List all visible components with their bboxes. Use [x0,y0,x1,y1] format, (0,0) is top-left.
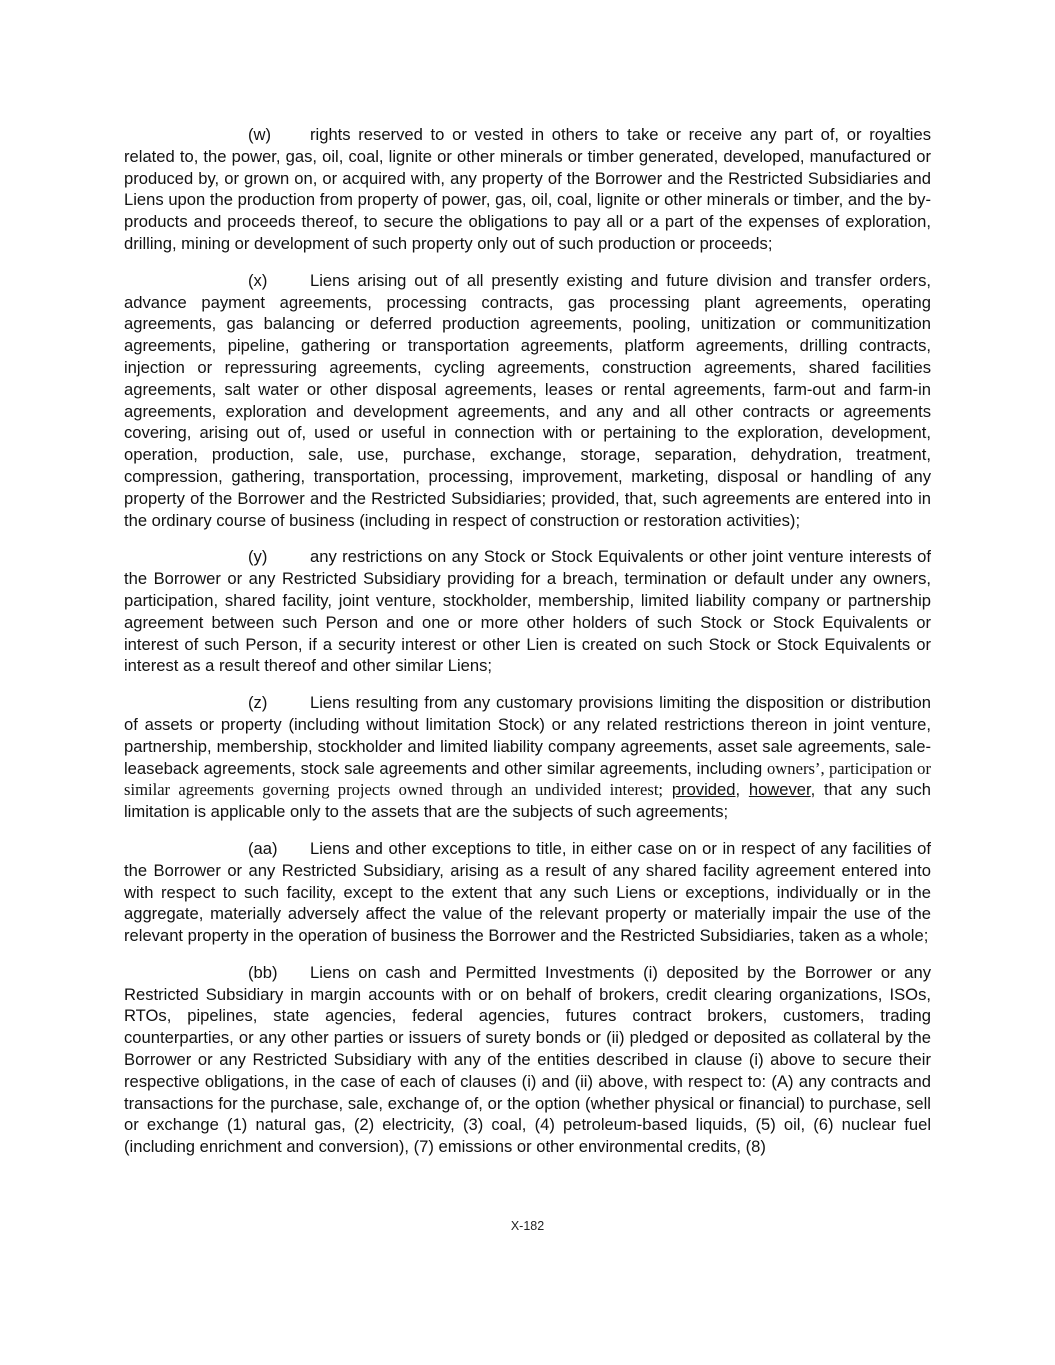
clause-w [124,124,931,255]
clause-z [124,692,931,823]
clause-bb [124,962,931,1158]
clause-text: Liens arising out of all presently existing and future division and transfer orders, advance payment agreements, processing contracts, gas processing plant agreements, operating agreements, gas balancing or deferred production agreements, pooling, unitization or communitization agreements, pipeline, gathering or transportation agreements, platform agreements, drilling contracts, injection or repressuring agreements, cycling agreements, construction agreements, shared facilities agreements, salt water or other disposal agreements, leases or rental agreements, farm-out and farm-in agreements, exploration and development agreements, and any and all other contracts or agreements covering, arising out of, used or useful in connection with or pertaining to the exploration, development, operation, production, sale, use, purchase, exchange, storage, separation, dehydration, treatment, compression, gathering, transportation, processing, improvement, marketing, disposal or handling of any property of the Borrower and the Restricted Subsidiaries; provided, that, such agreements are entered into in the ordinary course of business (including in respect of construction or restoration activities); [124,270,931,530]
clause-text-serif: owners’, participation or similar agreements governing projects owned through an undivided interest; [124,758,931,800]
however-term: however [748,780,811,800]
clause-label: (bb) [248,962,278,982]
clause-y [124,546,931,677]
clause-label: (w) [248,125,272,144]
clause-text: any restrictions on any Stock or Stock Equivalents or other joint venture interests of the Borrower or any Restricted Subsidiary providing for a breach, termination or default under any owners, participation, shared facility, joint venture, stockholder, membership, limited liability company or partnership agreement between such Person and one or more other holders of such Stock or Stock Equivalents or interest of such Person, if a security interest or other Lien is created on such Stock or Stock Equivalents or interest as a result thereof and other similar Liens; [124,547,931,676]
clause-text: Liens resulting from any customary provisions limiting the disposition or distribution of assets or property (including without limitation Stock) or any related restrictions thereon in joint venture, partnership, membership, stockholder and limited liability company agreements, asset sale agreements, sale-leaseback agreements, stock sale agreements and other similar agreements, including [124,693,931,778]
clause-label: (y) [248,547,268,567]
clause-text: Liens and other exceptions to title, in either case on or in respect of any facilities of the Borrower or any Restricted Subsidiary, arising as a result of any shared facility agreement entered into with respect to such facility, except to the extent that any such Liens or exceptions, individually or in the aggregate, materially adversely affect the value of the relevant property or materially impair the use of the relevant property in the operation of business the Borrower and the Restricted Subsidiaries, taken as a whole; [124,838,931,946]
clause-label: (z) [248,693,268,713]
clause-label: (aa) [248,838,278,858]
comma: , [735,780,741,800]
clause-label: (x) [248,270,268,290]
clause-text-continued: , that any such limitation is applicable only to the assets that are the subjects of such agreements; [124,780,931,822]
clause-text: Liens on cash and Permitted Investments (i) deposited by the Borrower or any Restricted Subsidiary in margin accounts with or on behalf of brokers, credit clearing organizations, ISOs, RTOs, pipelines, state agencies, federal agencies, futures contract brokers, customers, trading counterparties, or any other parties or issuers of surety bonds or (ii) pledged or deposited as collateral by the Borrower or any Restricted Subsidiary with any of the entities described in clause (i) above to secure their respective obligations, in the case of each of clauses (i) and (ii) above, with respect to: (A) any contracts and transactions for the purchase, sale, exchange of, or the option (whether physical or financial) to purchase, sell or exchange (1) natural gas, (2) electricity, (3) coal, (4) petroleum-based liquids, (5) oil, (6) nuclear fuel (including enrichment and conversion), (7) emissions or other environmental credits, (8) [124,962,931,1157]
page-number: X-182 [510,1219,545,1233]
provided-term: provided [671,780,736,800]
clause-aa [124,838,931,947]
clause-text: rights reserved to or vested in others to take or receive any part of, or royalties related to, the power, gas, oil, coal, lignite or other minerals or timber generated, developed, manufactured or produced by, or grown on, or acquired with, any property of the Borrower and the Restricted Subsidiaries and Liens upon the production from property of power, gas, oil, coal, lignite or other minerals or timber, and the by-products and proceeds thereof, to secure the obligations to pay all or a part of the expenses of exploration, drilling, mining or development of such property only out of such production or proceeds; [124,125,931,253]
clause-x [124,270,931,532]
document-body [124,124,931,1173]
